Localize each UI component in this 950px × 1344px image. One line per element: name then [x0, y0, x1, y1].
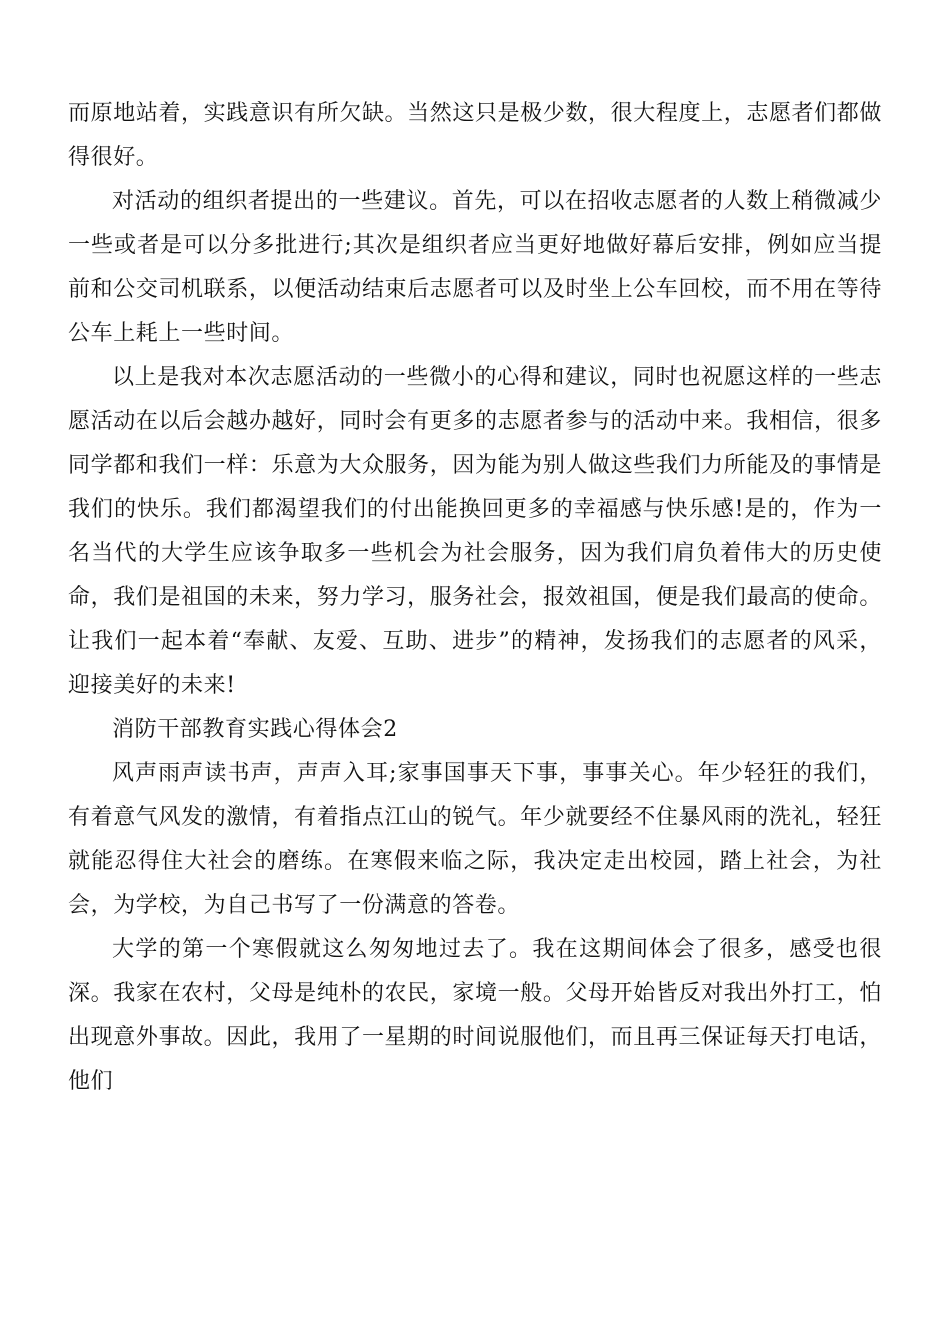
section-title: 消防干部教育实践心得体会2 [112, 717, 398, 742]
paragraph-intro: 风声雨声读书声，声声入耳;家事国事天下事，事事关心。年少轻狂的我们，有着意气风发的激情，有着指点江山的锐气。年少就要经不住暴风雨的洗礼，轻狂就能忍得住大社会的磨练。在寒假来临之际，我决定走出校园，踏上社会，为社会，为学校，为自己书写了一份满意的答卷。 [68, 761, 882, 918]
paragraph-suggestions: 对活动的组织者提出的一些建议。首先，可以在招收志愿者的人数上稍微减少一些或者是可以分多批进行;其次是组织者应当更好地做好幕后安排，例如应当提前和公交司机联系，以便活动结束后志愿者可以及时坐上公车回校，而不用在等待公车上耗上一些时间。 [68, 189, 882, 346]
paragraph-conclusion: 以上是我对本次志愿活动的一些微小的心得和建议，同时也祝愿这样的一些志愿活动在以后会越办越好，同时会有更多的志愿者参与的活动中来。我相信，很多同学都和我们一样：乐意为大众服务，因为能为别人做这些我们力所能及的事情是我们的快乐。我们都渴望我们的付出能换回更多的幸福感与快乐感!是的，作为一名当代的大学生应该争取多一些机会为社会服务，因为我们肩负着伟大的历史使命，我们是祖国的未来，努力学习，服务社会，报效祖国，便是我们最高的使命。让我们一起本着“奉献、友爱、互助、进步”的精神，发扬我们的志愿者的风采，迎接美好的未来! [68, 365, 882, 698]
paragraph-winter-break: 大学的第一个寒假就这么匆匆地过去了。我在这期间体会了很多，感受也很深。我家在农村，父母是纯朴的农民，家境一般。父母开始皆反对我出外打工，怕出现意外事故。因此，我用了一星期的时间说服他们，而且再三保证每天打电话，他们 [68, 937, 882, 1094]
paragraph-continued: 而原地站着，实践意识有所欠缺。当然这只是极少数，很大程度上，志愿者们都做得很好。 [68, 101, 882, 170]
